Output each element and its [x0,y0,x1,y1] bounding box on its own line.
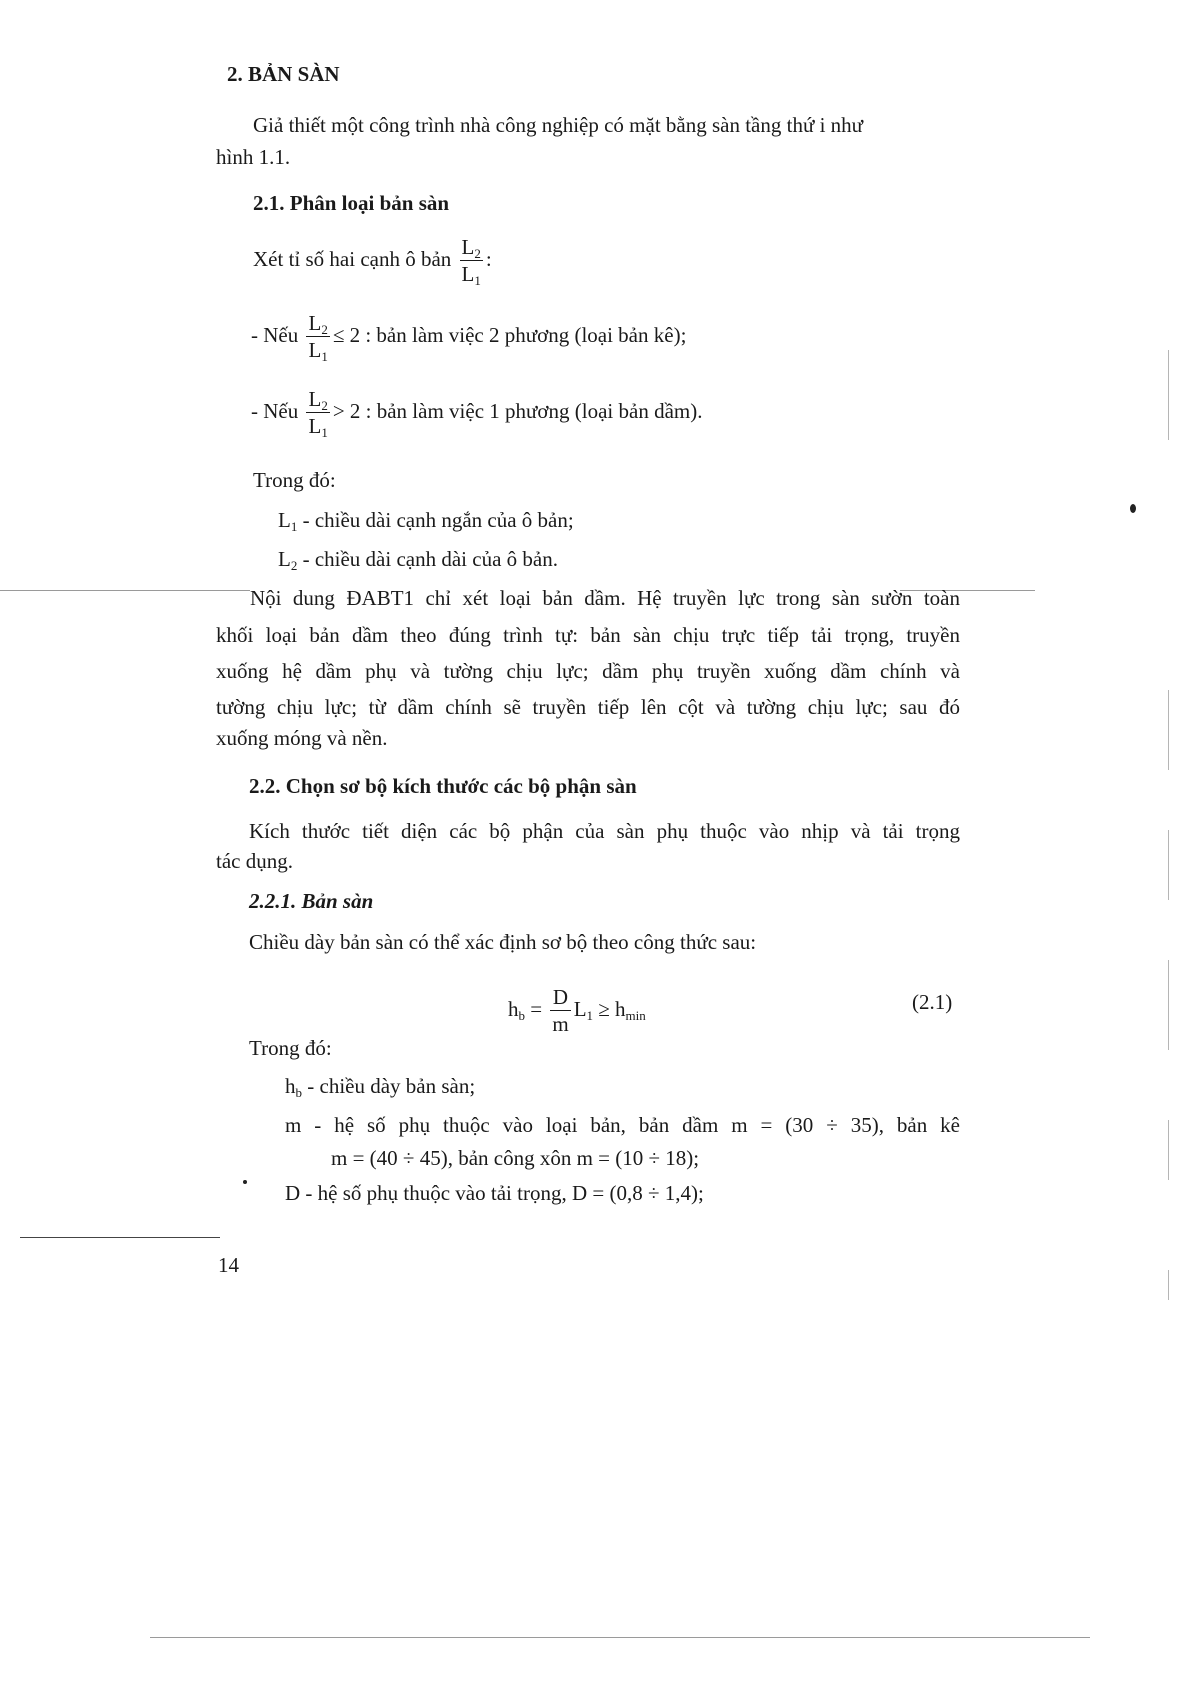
intro-line-1: Giả thiết một công trình nhà công nghiệp có mặt bằng sàn tầng thứ i như [253,113,864,137]
trong-do-label: Trong đó: [253,468,336,492]
edge-mark [1168,830,1169,900]
formula-fraction: $\frac{D}{m}$ [552,985,569,1036]
scan-dot [1130,504,1136,513]
formula-number: (2.1) [912,990,953,1014]
heading-2-1: 2.1. Phân loại bản sàn [253,191,450,215]
cond1-fraction: $\frac{L_2}{L_1}$ [308,311,328,364]
cond2-fraction: $\frac{L_2}{L_1}$ [308,387,328,440]
scan-line-top-left [0,590,250,591]
s22-paragraph-line-1: Kích thước tiết diện các bộ phận của sàn phụ thuộc vào nhịp và tải trọng [249,819,960,843]
scan-line-bottom [150,1637,1090,1638]
paragraph-line: Nội dung ĐABT1 chỉ xét loại bản dầm. Hệ truyền lực trong sàn sườn toàn [250,586,960,610]
def-d: D - hệ số phụ thuộc vào tải trọng, D = (0,8 ÷ 1,4); [285,1181,704,1205]
page-number: 14 [218,1253,239,1277]
edge-mark [1168,1270,1169,1300]
ratio-line: Xét tỉ số hai cạnh ô bản $\frac{L_2}{L_1}$ : [253,235,492,288]
condition-one-way: - Nếu $\frac{L_2}{L_1}$ > 2 : bản làm việc 1 phương (loại bản dầm). [251,387,703,440]
edge-mark [1168,350,1169,440]
def-m-line-1: m - hệ số phụ thuộc vào loại bản, bản dầm m = (30 ÷ 35), bản kê [285,1113,960,1137]
trong-do-label-2: Trong đó: [249,1036,332,1060]
heading-2-2: 2.2. Chọn sơ bộ kích thước các bộ phận sàn [249,774,637,798]
formula-intro: Chiều dày bản sàn có thể xác định sơ bộ theo công thức sau: [249,930,757,954]
formula-2-1: $h_b$ = $\frac{D}{m}$ $L_1 \ge h_{min}$ [508,985,646,1036]
scan-line-footer [20,1237,220,1238]
def-l2: $L_2$ - chiều dài cạnh dài của ô bản. [278,547,558,573]
ratio-fraction: $\frac{L_2}{L_1}$ [461,235,481,288]
edge-mark [1168,960,1169,1050]
paragraph-line: xuống hệ dầm phụ và tường chịu lực; dầm phụ truyền xuống dầm chính và [216,659,960,683]
section-heading: 2. BẢN SÀN [227,62,340,86]
paragraph-line: khối loại bản dầm theo đúng trình tự: bản sàn chịu trực tiếp tải trọng, truyền [216,623,960,647]
intro-line-2: hình 1.1. [216,145,291,169]
condition-two-way: - Nếu $\frac{L_2}{L_1}$ ≤ 2 : bản làm việc 2 phương (loại bản kê); [251,311,687,364]
edge-mark [1168,1120,1169,1180]
edge-mark [1168,690,1169,770]
s22-paragraph-line-2: tác dụng. [216,849,293,873]
paragraph-line: xuống móng và nền. [216,726,388,750]
ratio-label: Xét tỉ số hai cạnh ô bản [253,246,452,271]
def-l1: $L_1$ - chiều dài cạnh ngắn của ô bản; [278,508,574,534]
scan-dot [243,1180,247,1184]
paragraph-line: tường chịu lực; từ dầm chính sẽ truyền tiếp lên cột và tường chịu lực; sau đó [216,695,960,719]
heading-2-2-1: 2.2.1. Bản sàn [249,889,374,913]
def-hb: $h_b$ - chiều dày bản sàn; [285,1074,476,1100]
def-m-line-2: m = (40 ÷ 45), bản công xôn m = (10 ÷ 18); [331,1146,700,1170]
